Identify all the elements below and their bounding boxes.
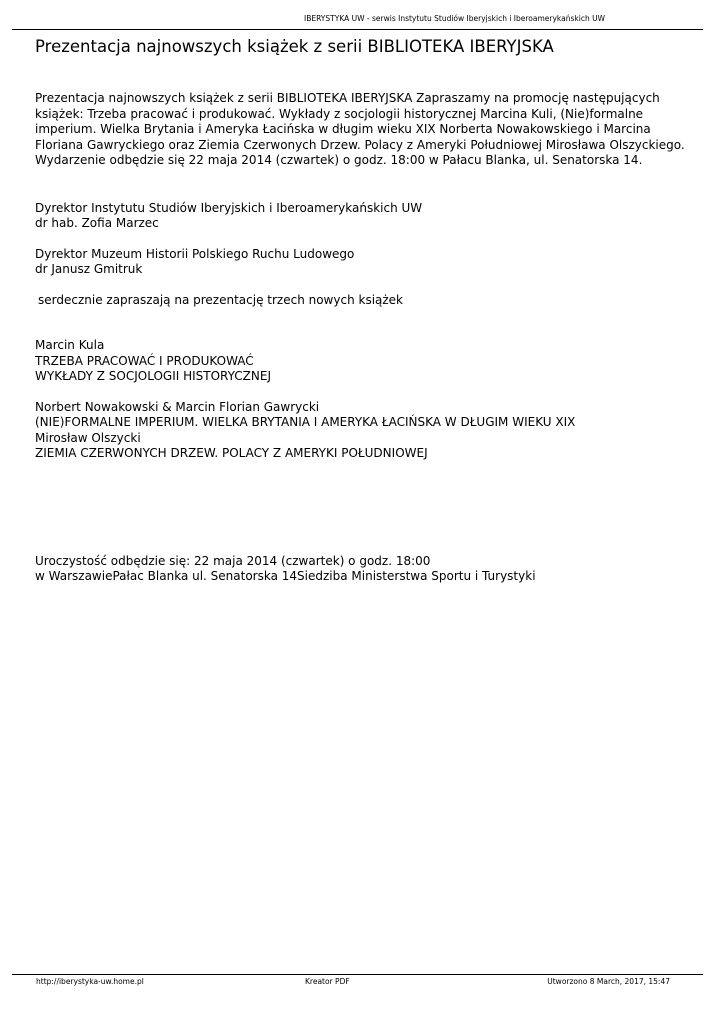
page-title: Prezentacja najnowszych książek z serii BIBLIOTEKA IBERYJSKA [35,37,554,56]
footer-divider [12,974,703,975]
book-title-olszycki: ZIEMIA CZERWONYCH DRZEW. POLACY Z AMERYKI POŁUDNIOWEJ [35,446,428,460]
header-divider [12,29,703,30]
book-author-nowakowski: Norbert Nowakowski & Marcin Florian Gawrycki [35,399,320,414]
book-title-kula: TRZEBA PRACOWAĆ I PRODUKOWAĆ [35,353,254,368]
intro-paragraph: Prezentacja najnowszych książek z serii BIBLIOTEKA IBERYJSKA Zapraszamy na promocję następujących książek: Trzeba pracować i produkować. Wykłady z socjologii historycznej Marcina Kuli, (Nie)formalne imperium. Wielka Brytania i Ameryka Łacińska w długim wieku XIX Norberta Nowakowskiego i Marcina Floriana Gawryckiego oraz Ziemia Czerwonych Drzew. Polacy z Ameryki Południowej Mirosława Olszyckiego. Wydarzenie odbędzie się 22 maja 2014 (czwartek) o godz. 18:00 w Pałacu Blanka, ul. Senatorska 14. [35,91,685,167]
host-role-1: Dyrektor Instytutu Studiów Iberyjskich i Iberoamerykańskich UW [35,200,423,215]
footer-generator: Kreator PDF [305,977,350,986]
host-role-2: Dyrektor Muzeum Historii Polskiego Ruchu Ludowego [35,246,355,261]
book-author-olszycki: Mirosław Olszycki [35,430,141,445]
event-date: Uroczystość odbędzie się: 22 maja 2014 (czwartek) o godz. 18:00 [35,553,431,568]
invitation-line: serdecznie zapraszają na prezentację trzech nowych książek [38,292,404,307]
host-name-1: dr hab. Zofia Marzec [35,216,159,230]
book-author-kula: Marcin Kula [35,338,105,352]
book-subtitle-kula: WYKŁADY Z SOCJOLOGII HISTORYCZNEJ [35,369,271,383]
footer-created-date: Utworzono 8 March, 2017, 15:47 [547,977,670,986]
host-name-2: dr Janusz Gmitruk [35,262,143,276]
page-header-site: IBERYSTYKA UW - serwis Instytutu Studiów Iberyjskich i Iberoamerykańskich UW [303,14,605,23]
book-title-nowakowski: (NIE)FORMALNE IMPERIUM. WIELKA BRYTANIA I AMERYKA ŁACIŃSKA W DŁUGIM WIEKU XIX [35,415,576,429]
footer-url-link[interactable]: http://iberystyka-uw.home.pl [36,977,144,986]
event-venue: w WarszawiePałac Blanka ul. Senatorska 14Siedziba Ministerstwa Sportu i Turystyki [35,569,536,583]
article-body [35,91,695,585]
